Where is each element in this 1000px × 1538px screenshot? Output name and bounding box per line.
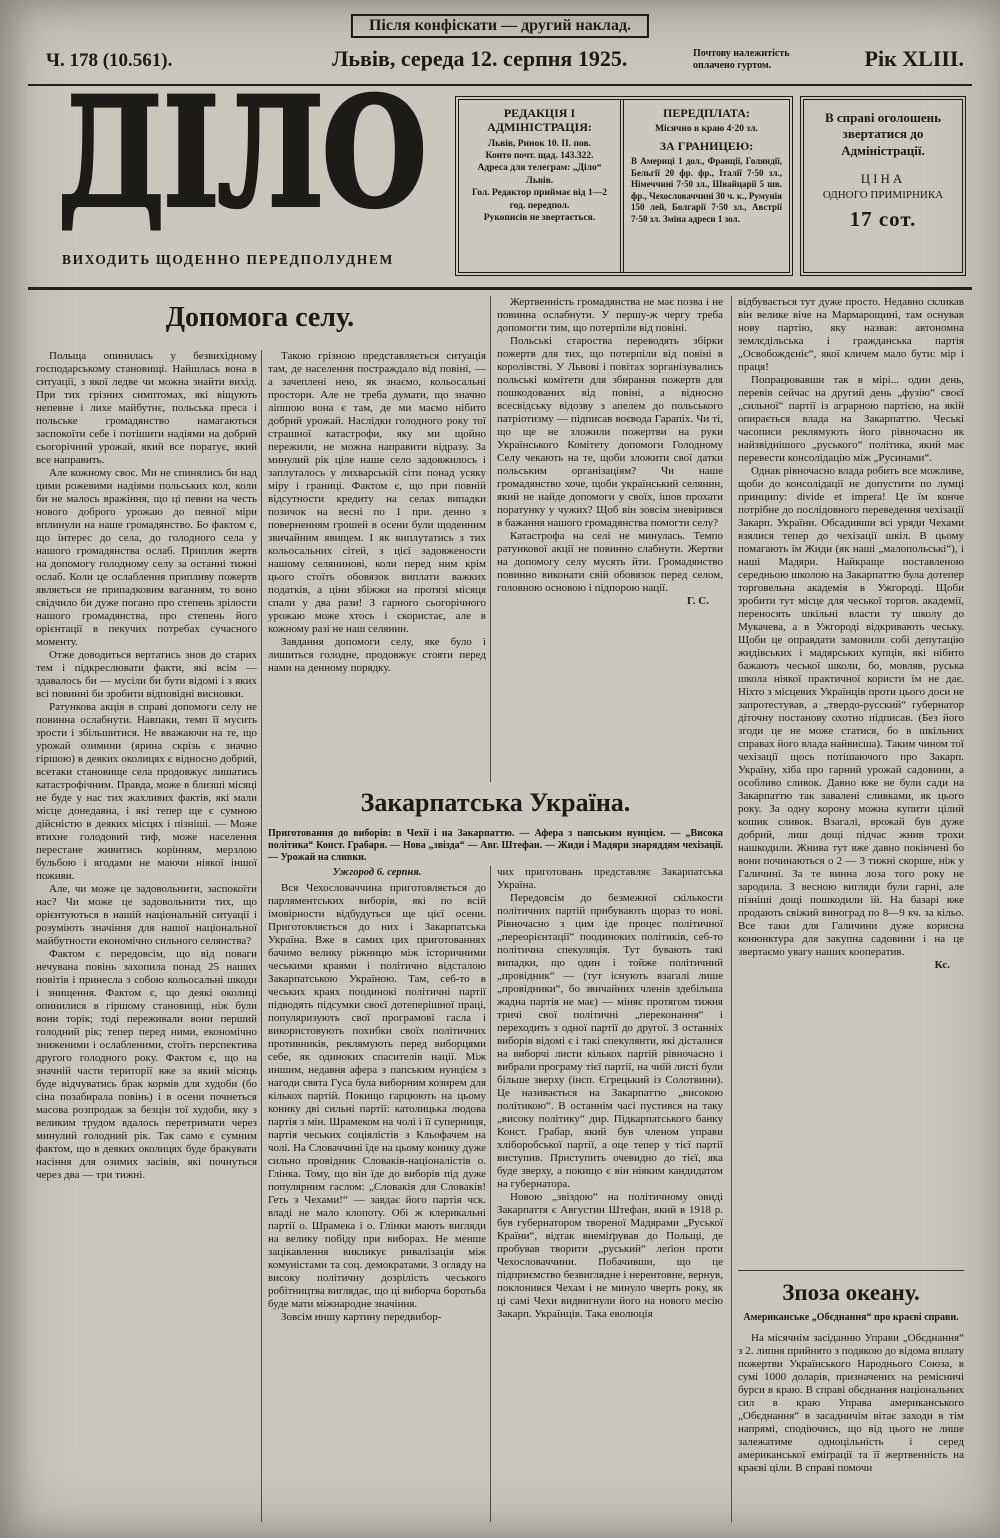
article-help-column-2 [268,350,486,770]
column-4-paragraphs [738,296,964,959]
article-zakarpattia-right-column [497,866,723,1522]
paragraph: Вся Чехословаччина приготовляється до парляментських виборів, які по всій імовірности відбудуться ще цієї осени. Приготовляється до них і Закарпатська Україна. Вже в самих цих приготованнях бачимо велику ріжницю між історичними чеськими краями і політично відсталою Закарпатською Україною. Там, себ-то в чеських краях поодинокі політичні партії підводять підсумки своєї дотеперішної праці, популяризують свої програмові гасла і використовують похибки своїх політичних противників, реклямують перед виборцями себе, як одиноких спасителів нації. Між иншим, недавня афера з папським нунцієм з нагоди свята Гуса була виборним козирем для кількох партій. Покищо гарцюють на цьому конику дві сильні партії: католицька людова партія з мін. Шрамеком на чолі і її суперниця, партія чеських соціялістів з Кльофачем на чолі. На Словаччині їде на цьому конику дуже сильно провідник Словаків-націоналістів о. Глінка. Тому, що він їде до виборів під дуже популярним гаслом: „Словакія для Словаків! Геть з Чехами!“ — завдає його партія чск. владі не мало клопоту. Обі ж клерикальні партії о. Шрамека і о. Глінки мають вигляди на велику побіду при виборах. Не менше зацікавлення викликує ривалізація між комуністами та соц. демократами. З огляду на високу політичну дозрілість чеського робітництва виглядає, що ці виборча боротьба буде мати міжнародне значіння. [268,882,486,1310]
paragraph: Польща опинилась у безвихідному господарському становищі. Найшлась вона в ситуації, з якої ледве чи можна знайти вихід. При тих грізних симптомах, які віщують непевне і лихе майбутнє, польська преса і польське громадянство намагаються заспокоїти себе і потішити надіями на добрий сьогорічний урожай, який все поратує, який все направить. [36,350,257,466]
paragraph: чих приготовань представляє Закарпатська Україна. [497,866,723,891]
paragraph: Фактом є передовсім, що від поваги нечувана повінь захопила понад 25 наших повітів і принесла з собою кольосальні шкоди і знищення. Фактом є, що деякі околиці опинилися в гіршому становищі, ніж були вони торік; тоді переживали вони перший голодний рік; тепер перед ними, економічно зниженими і ослабленими, стоїть перспектива другого голодного року. Фактом є, що на значній части території вже за який місяць буде відчуватись брак кормів для худоби (бо сіна позабирала повінь) і в осени почнеться масова розпродаж за безцін тої худоби, яку з великим трудом вдалось перетримати через минулий голодний рік. Так само є сумним фактом, що в деяких околицях буде бракувати насіння для озимих засівів, які почнуться через два — три тижні. [36,948,257,1181]
article-overseas-paragraphs [738,1332,964,1475]
article-zakarpattia-title: Закарпатська Україна. [360,788,631,817]
masthead-info-box [455,96,793,276]
subscription-domestic: Місячно в краю 4·20 зл. [655,124,758,135]
subscription-box [624,100,789,272]
paragraph: Львів, Ринок 10. ІІ. пов. [488,138,591,149]
editorial-heading: РЕДАКЦІЯ І АДМІНІСТРАЦІЯ: [487,106,592,135]
price-label: ОДНОГО ПРИМІРНИКА [822,188,944,201]
ads-price-box [800,96,966,276]
paragraph: Ратункова акція в справі допомоги селу не повинна ослабнути. Навпаки, темп її мусить зрости і збільшитися. Не вважаючи на те, що урожай озимини (ярина скрізь є значно гіршою) в деяких околицях є відносно добрий, всетаки становище села продовжує лишатись катастрофічним. Правда, може в близші місяці не буде у нас тих жахливих фактів, які мали місце донедавна, і які тепер ще є сумною дійсністю в деяких місцях і пізніші. — Може втихне голодовий тиф, може населення перестане живитись корінням, мерзлою бульбою і ягодами не маючи ніякої іншої поживи. [36,701,257,882]
paragraph: Але, чи може це задовольнити, заспокоїти нас? Чи може це задовольнити тих, що орієнтуються в нашій національній ситуації і розуміють значіння для нашої національної майбутности економічно сильного селянства? [36,883,257,947]
confiscation-notice: Після конфіскати — другий наклад. [351,14,649,38]
paragraph: Гол. Редактор приймає від 1—2 год. передпол. [472,188,607,211]
year-label: Рік XLIII. [864,46,964,71]
paragraph: відбувається тут дуже просто. Недавно скликав він велике віче на Мармарощині, там оснував нову партію, яку назвав: автономна землєдільська і гражданська партія „Освобождєніє“, якої кличем мало бути: мір і праця! [738,296,964,373]
masthead-rule [28,287,972,290]
paragraph: Попрацювавши так в мірі... один день, перевів сейчас на другий день „фузію“ своєї „сильної“ партії із аграрною партією, на якій опирається влада на Закарпаттю. Чеські часописи реклямують його рівночасно як найзвіднішого „руського“ політика, який має перевести консолідацію між „Русинами“. [738,374,964,464]
paragraph: На місячнім засіданню Управи „Обєднання“ з 2. липня прийнято з подякою до відома вплату пожертви Українського Народнього Союза, в сумі 1000 доларів, призначених на ремісничі бурси в краю. В справі обєднання національних сил в краю Управа американського „Обєднання“ в засадничім вітає заходи в тім напрямі, сподіючись, що від цього не лише залежатиме одноцільність і серед американської еміґрації та її жертвенність на краєві ціли. В справі помочи [738,1332,964,1474]
paragraph: Отже доводиться вертатись знов до старих тем і підкреслювати факти, які всім — здавалось би — мусіли би бути відомі і з яких всі повинні би зробити відповідні висновки. [36,649,257,700]
article-overseas-title: Зпоза океану. [782,1280,920,1305]
paragraph: Катастрофа на селі не минулась. Темпо ратункової акції не повинно слабнути. Жертви на допомогу селу мусять йти. Громадянство повинно виконати свій обовязок перед селом, головною основою і підпорою нації. [497,530,723,594]
subscription-heading: ПЕРЕДПЛАТА: [663,106,750,120]
article-help-column-1 [36,350,257,1522]
issue-number: Ч. 178 (10.561). [46,50,173,71]
masthead-logo: ДІЛО [58,65,426,241]
column-divider [261,350,262,1522]
editorial-box [459,100,624,272]
article-zakarpattia-right-paragraphs [497,866,723,1321]
masthead-motto: ВИХОДИТЬ ЩОДЕННО ПЕРЕДПОЛУДНЕМ [62,252,394,267]
paragraph: Передовсім до безмежної скількости політичних партій прибувають щораз то нові. Рівночасно з цим іде процес політичної „переорієнтації“ поодиноких політиків, себ-то політична спекуляція. Тут бувають такі випадки, що один і тойже політичний „провідник“ — (тут існують взагалі лише „провідники“, бо звичайних членів здебільша жадна партія не має) — міняє протягом тижня тричі свої політичні „переконання“ і переходить з одної партії до другої. З останніх виборів відомі є і такі спекулянти, які дісталися на виборчі листи кількох партій рівночасно і вибрали програму тієї партії, на чиїй листі були більше зверху (інсп. Єгрецький із Солотвини). Це називається на Закарпаттю „високою політикою“. В останнім часі пустився на таку „високу політику“ дир. Підкарпатського банку Конст. Грабар, який був членом управи хліборобської партії, а оце тепер у тієї партії виступив. Приступить очевидно до тієї, яка буде зверху, а покищо є він ніяким кандидатом на губернатора. [497,892,723,1190]
subscription-abroad-heading: ЗА ГРАНИЦЕЮ: [659,138,754,153]
section-rule [738,1270,964,1271]
paragraph: Зовсім иншу картину передвибор- [281,1311,442,1323]
subscription-abroad-rates: В Америці 1 дол., Франції, Голяндії, Бельгії 20 фр. фр., Італії 7·50 зл., Німеччині 7·50 зл., Швайцарії 5 шв. фр., Чехословаччині 30 ч. к., Румунія 150 лей, Болгарії 7·50 зл., Австрії 7·50 зл. Зміна адреси 1 зол. [631,156,782,224]
paragraph: Жертвенність громадянства не має позва і не повинна ослабнути. У першу-ж чергу треба допомогти тим, що потерпіли від повіні. [497,296,723,334]
paragraph: Польські староства переводять збірки пожертв для тих, що потерпіли від повіні в королівстві. У Львові і повітах зорганізувались польські комітети для збирання пожертв для пошкодованих від повіні, а відносно всесвідську відозву з апелем до польського патріотизму — підписав воєвода Гарапіх. Чи ті, що ще не зложили пожертви на руки Українського Комітету допомоги Голодному Селу чекають на те, щоби зложити свої датки польським організаціям? Чи наше громадянство хоче, щоби український селянин, який не найде допомоги у своїх, ішов прохати поратунку у чужих? Щоб він зовсім зневірився в бажання нашого громадянства помогти селу? [497,335,723,529]
editorial-lines [466,138,613,224]
article-help-col1-paragraphs [36,350,257,1182]
article-overseas-subtitle: Американське „Обєднання“ про краєві справи. [743,1312,959,1323]
column-divider [490,866,491,1522]
paragraph: Новою „звіздою“ на політичному овиді Закарпаття є Августин Штефан, який в 1918 р. був губернатором твореної Мадярами „Руської Країни“, відтак виеміґрував до Польщі, де пробував творити „руський“ леґіон проти Чехословаччини. Побачивши, що це підприємство безвиглядне і нерентовне, вернув, поклонився Чехам і не минуло чверть року, як ці самі Чехи видвигнули його на нового месію Закарп. Українців. Така еволюція [497,1191,723,1320]
column-divider [731,296,732,1522]
date-headline: Львів, середа 12. серпня 1925. [332,46,628,71]
article-zakarpattia-left-column [268,866,486,1522]
column-4-signature: Кс. [934,959,950,971]
price-value: 17 сот. [849,206,917,231]
article-zakarpattia-left-paragraphs [268,882,486,1324]
article-help-col2-paragraphs [268,350,486,675]
article-dateline: Ужгород 6. серпня. [332,867,422,878]
article-help-signature: Г. С. [687,595,709,607]
article-help-title: Допомога селу. [165,302,355,333]
paragraph: Завдання допомоги селу, яке було і лишиться голодне, продовжує стояти перед нами на денному порядку. [268,636,486,674]
paragraph: Конто почт. щад. 143.322. [485,151,594,162]
column-4-top [738,296,964,1264]
article-zakarpattia-subtitle: Приготовання до виборів: в Чехії і на Закарпаттю. — Афера з папським нунцієм. — „Висока політика“ Конст. Грабаря. — Нова „звізда“ — Авг. Штефан. — Жиди і Мадяри знаряддям чехізації. — Урожай на сливки. [268,828,723,863]
postage-note [693,48,843,72]
paragraph: Рукописів не звертається. [483,212,596,223]
paragraph: Адреса для телеграм: „Діло“ Львів. [477,163,602,186]
postage-line1: Почтову належитість [693,48,790,59]
paragraph: Але кожному своє. Ми не спинялись би над цими рожевими надіями польських кол, коли би не малось вражіння, що ці певни на честь нового доброго урожаю до певної міри вплинули на наше громадянство. Бо фактом є, що інтерес до села, до голодного села у нашого громадянства ослаб. Приплив жертв на допомогу голодному селу за останні тижні ослаб. Коли це ослаблення припливу пожертв являється не припадковим ваганням, то воно свідчило би дуже погано про степень зрілости нашого громадянства, про степень його орієнтації в пекучих потребах сучасного моменту. [36,467,257,648]
paragraph: Такою грізною представляється ситуація там, де населення постраждало від повіні, — а зачеплені нею, як знаємо, кольосальні простори. Але не треба думати, що значно ліпшою вона є там, де ми маємо нібито добрий урожай. Наслідки голодного року тої страшної катастрофи, яку ми щойно пережили, не можна направити відразу. За минулий рік ціле наше село задовжилось і заплуталось у лихварській сіти понад усяку міру і границі. Фактом є, що при повній відсутности кредиту на селах випадки позичок на весні по 1 при. денно з поверненням грошей в осени були щоденним звичайним явищем. І як виплутатись з тих кольосальних сітей, з цієї задовжености нашому селянинові, коли перед ним крім цього стоїть обовязок виплати важких податків, а ціни збіжжя на протязі місяця спали у два рази! З гарного сьогорічного урожаю може хтось і скористає, але в кожному разі не наш селянин. [268,350,486,635]
article-help-column-3 [497,296,723,768]
article-help-col3-paragraphs [497,296,723,595]
column-divider [490,296,491,782]
ads-notice: В справі оголошень звертатися до Адміністрації. [824,110,942,158]
price-word: ЦІНА [860,170,906,186]
postage-line2: оплачено гуртом. [693,60,772,71]
paragraph: Однак рівночасно влада робить все можливе, щоби до консолідації не допустити по лумці принципу: divide et impera! Це їм конче потрібне до послідовного переведення чехізації Закарп. України. Обсадивши всі уряди Чехами взялися тепер до чехізації шкіл. В цьому помагають їм Жиди (як наші „малопольські“), і наші Мадяри. Найкраще поставленою середньою школою на Закарпаттю була дотепер торговельна академія в Ужгороді. Щоби зробити тут місце для чеської торгов. академії, переносять шкільні власти ту школу до Мукачева, а в Ужгороді відкривають чеську. Щоби це оправдати замовили собі депутацію жидівських і мадярських купців, які нібито бажають чеської школи, бо, мовляв, руська школа ніякої практичної користи їм не дає. Ніхто з місцевих Українців проти цього доси не запротестував, а „твердо-русский“ губернатор діточну постанову охотно підписав. (Без його згоди це не може статися, бо в шкільних справах його влада найвисша). Таким чином тої чехізації щось потішаючого про Закарп. Україну, хіба про гарний урожай садовини, а особливо сливок. Давно вже не були сади на Закарпаттю так завалені сливками, як цього року. За одну корону можна купити цілий кошик сливок. Взагалі, врожай був дуже добрий, лиш дощі підчас жнив трохи нашкодили. Жнива тут вже давно покінчені бо вони починаються о 2 — 3 тижні скорше, ніж у Галичині. За те винна лоза того року не зародила. З весною вигляди були гарні, але пізніші дощі пошкодили їй. На базарі вже продають свіжий виноград по 8—9 кч. за кільо. Все таки для Галичини дуже корисна конюнктура для закупна садовини і на це звертаємо увагу наших кооператив. [738,465,964,958]
article-overseas-body [738,1332,964,1524]
